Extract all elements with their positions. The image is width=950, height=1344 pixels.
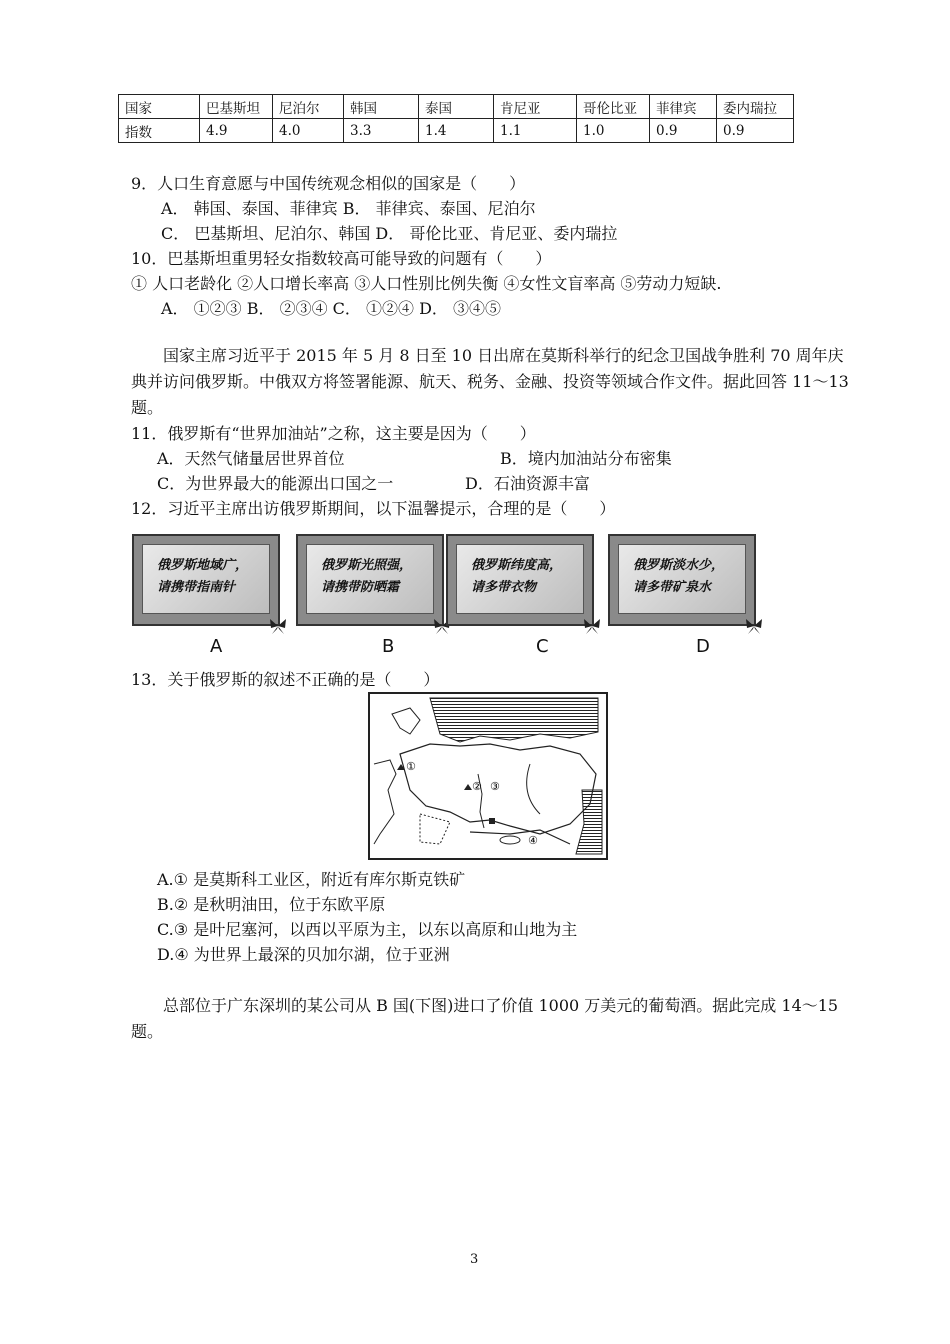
table-cell: 委内瑞拉	[717, 95, 794, 119]
tip-line: 请携带指南针	[157, 580, 236, 595]
q11-option-b: B．境内加油站分布密集	[500, 449, 672, 468]
tip-card-label: C	[536, 636, 549, 657]
q12-stem: 12．习近平主席出访俄罗斯期间，以下温馨提示，合理的是（ ）	[131, 499, 616, 518]
tip-card-label: A	[210, 636, 223, 657]
tip-line: 俄罗斯光照强，	[321, 558, 413, 573]
tip-line: 请多带衣物	[471, 580, 537, 595]
russia-map	[368, 692, 608, 860]
table-cell: 1.1	[494, 119, 577, 143]
tip-card-label: B	[382, 636, 395, 657]
q10-options: A． ①②③ B． ②③④ C． ①②④ D． ③④⑤	[161, 299, 501, 318]
q13-option-b: B.② 是秋明油田，位于东欧平原	[157, 895, 386, 914]
q13-option-a: A.① 是莫斯科工业区，附近有库尔斯克铁矿	[157, 870, 466, 889]
passage-intro-wine: 总部位于广东深圳的某公司从 B 国(下图)进口了价值 1000 万美元的葡萄酒。据此完成 14～15 题。	[131, 996, 839, 1041]
tip-card-b	[296, 534, 444, 626]
table-cell: 4.0	[273, 119, 344, 143]
table-cell: 巴基斯坦	[200, 95, 273, 119]
tip-line: 俄罗斯淡水少，	[633, 558, 725, 573]
q9-options-ab: A． 韩国、泰国、菲律宾 B． 菲律宾、泰国、尼泊尔	[161, 199, 536, 218]
map-mark: ①	[406, 760, 416, 773]
q10-items: ① 人口老龄化 ②人口增长率高 ③人口性别比例失衡 ④女性文盲率高 ⑤劳动力短缺.	[131, 274, 722, 293]
q10-stem: 10．巴基斯坦重男轻女指数较高可能导致的问题有（ ）	[131, 249, 552, 268]
q11-option-a: A．天然气储量居世界首位	[157, 449, 345, 468]
table-cell: 1.0	[577, 119, 650, 143]
table-cell: 4.9	[200, 119, 273, 143]
passage-intro-russia: 国家主席习近平于 2015 年 5 月 8 日至 10 日出席在莫斯科举行的纪念卫国战争胜利 70 周年庆典并访问俄罗斯。中俄双方将签署能源、航天、税务、金融、投资等领域合作文件。据此回答 11～13 题。	[131, 346, 849, 417]
table-cell: 泰国	[419, 95, 494, 119]
index-table	[118, 94, 794, 143]
page-number: 3	[470, 1252, 479, 1267]
butterfly-icon	[744, 616, 764, 636]
tip-card-text	[618, 544, 746, 614]
table-cell: 肯尼亚	[494, 95, 577, 119]
tip-card-text	[306, 544, 434, 614]
tip-card-d	[608, 534, 756, 626]
tip-line: 俄罗斯纬度高，	[471, 558, 563, 573]
table-row	[119, 95, 794, 119]
tip-card-label: D	[696, 636, 710, 657]
tip-card-text	[142, 544, 270, 614]
q9-stem: 9．人口生育意愿与中国传统观念相似的国家是（ ）	[131, 174, 526, 193]
butterfly-icon	[268, 616, 288, 636]
table-cell: 韩国	[344, 95, 419, 119]
q13-option-c: C.③ 是叶尼塞河，以西以平原为主，以东以高原和山地为主	[157, 920, 578, 939]
table-cell: 哥伦比亚	[577, 95, 650, 119]
map-mark: ③	[490, 780, 500, 793]
table-cell: 国家	[119, 95, 200, 119]
tip-card-a	[132, 534, 280, 626]
tip-card-text	[456, 544, 584, 614]
table-cell: 菲律宾	[650, 95, 717, 119]
tip-card-c	[446, 534, 594, 626]
map-mark: ②	[472, 780, 482, 793]
table-cell: 0.9	[717, 119, 794, 143]
tip-line: 请携带防晒霜	[321, 580, 400, 595]
tip-line: 请多带矿泉水	[633, 580, 712, 595]
russia-map-drawing	[370, 694, 606, 858]
table-cell: 3.3	[344, 119, 419, 143]
q11-stem: 11．俄罗斯有“世界加油站”之称，这主要是因为（ ）	[131, 424, 536, 443]
table-cell: 尼泊尔	[273, 95, 344, 119]
q11-option-d: D．石油资源丰富	[465, 474, 590, 493]
q13-option-d: D.④ 为世界上最深的贝加尔湖，位于亚洲	[157, 945, 450, 964]
table-cell: 1.4	[419, 119, 494, 143]
table-row	[119, 119, 794, 143]
q12-tip-cards	[130, 534, 770, 664]
table-cell: 0.9	[650, 119, 717, 143]
map-mark: ④	[528, 834, 538, 847]
table-cell: 指数	[119, 119, 200, 143]
tip-line: 俄罗斯地域广，	[157, 558, 249, 573]
butterfly-icon	[582, 616, 602, 636]
q13-stem: 13．关于俄罗斯的叙述不正确的是（ ）	[131, 670, 440, 689]
q9-options-cd: C． 巴基斯坦、尼泊尔、韩国 D． 哥伦比亚、肯尼亚、委内瑞拉	[161, 224, 618, 243]
q11-option-c: C．为世界最大的能源出口国之一	[157, 474, 394, 493]
